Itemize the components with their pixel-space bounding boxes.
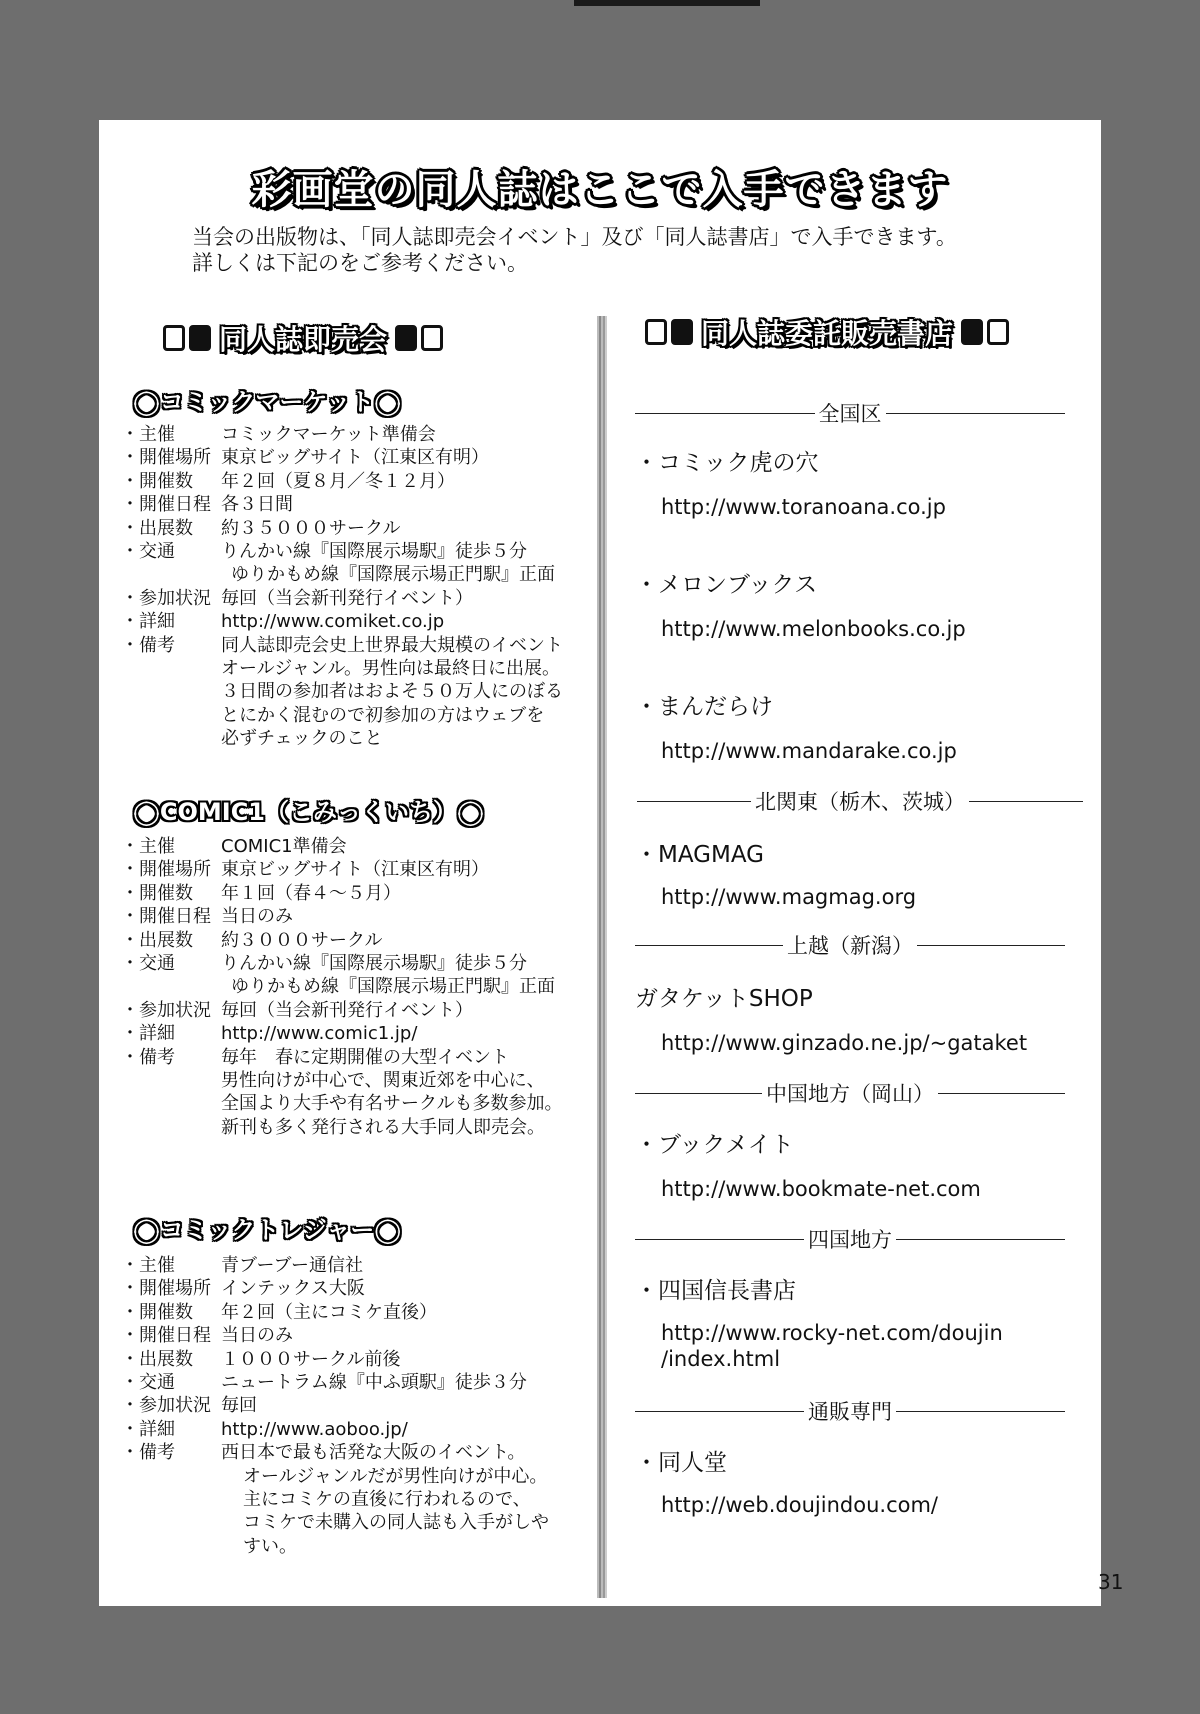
- intro-text: [192, 224, 957, 276]
- detail-row: ・ 詳細 http://www.aoboo.jp/: [121, 1418, 549, 1441]
- detail-row: 全国より大手や有名サークルも多数参加。: [221, 1093, 563, 1115]
- region-divider: [635, 930, 1065, 960]
- region-label: 上越（新潟）: [787, 934, 913, 958]
- region-label: 北関東（栃木、茨城）: [755, 790, 965, 814]
- detail-row: ・ 開催日程 当日のみ: [121, 1324, 549, 1347]
- detail-row: ・ 交通 りんかい線『国際展示場駅』徒歩５分: [121, 952, 562, 975]
- shop-url[interactable]: http://www.toranoana.co.jp: [661, 495, 946, 519]
- event-details-comiket: [121, 423, 563, 751]
- detail-row: ・ 開催日程 当日のみ: [121, 905, 562, 928]
- square-open-icon: [421, 325, 443, 351]
- detail-row: ・ 交通 りんかい線『国際展示場駅』徒歩５分: [121, 540, 563, 563]
- detail-row: ・ 備考 同人誌即売会史上世界最大規模のイベント: [121, 634, 563, 657]
- detail-row: ゆりかもめ線『国際展示場正門駅』正面: [231, 564, 555, 586]
- detail-row: ・ 詳細 http://www.comiket.co.jp: [121, 610, 563, 633]
- document-page: [99, 120, 1101, 1606]
- shop-url[interactable]: http://www.magmag.org: [661, 885, 917, 909]
- detail-row: ・ 開催数 年２回（主にコミケ直後）: [121, 1301, 549, 1324]
- shop-name: ・ブックメイト: [635, 1132, 794, 1158]
- square-filled-icon: [189, 325, 211, 351]
- page-title: 彩画堂の同人誌はここで入手できます: [251, 167, 949, 213]
- region-label: 通販専門: [808, 1400, 892, 1424]
- detail-row: 必ずチェックのこと: [221, 728, 383, 750]
- shop-name: ガタケットSHOP: [635, 986, 813, 1012]
- region-label: 中国地方（岡山）: [766, 1082, 934, 1106]
- comic1-url: http://www.comic1.jp/: [221, 1023, 418, 1045]
- detail-row: オールジャンルだが男性向けが中心。: [243, 1465, 548, 1487]
- detail-row: 主にコミケの直後に行われるので、: [243, 1489, 531, 1511]
- shop-url-line: /index.html: [661, 1347, 781, 1371]
- square-filled-icon: [395, 325, 417, 351]
- intro-line: 当会の出版物は、「同人誌即売会イベント」及び「同人誌書店」で入手できます。: [192, 225, 957, 249]
- square-open-icon: [987, 319, 1009, 345]
- comiket-url: http://www.comiket.co.jp: [221, 611, 445, 633]
- detail-row: ・ 参加状況 毎回: [121, 1394, 549, 1417]
- shop-name: ・同人堂: [635, 1450, 727, 1476]
- detail-row: ・ 開催場所 東京ビッグサイト（江東区有明）: [121, 446, 563, 469]
- detail-row: ・ 開催場所 東京ビッグサイト（江東区有明）: [121, 858, 562, 881]
- region-divider: [635, 1396, 1065, 1426]
- detail-row: ・ 出展数 １０００サークル前後: [121, 1348, 549, 1371]
- detail-row: ・ 開催日程 各３日間: [121, 493, 563, 516]
- region-label: 全国区: [818, 402, 882, 426]
- top-edge-mark: [574, 0, 760, 6]
- shop-url[interactable]: http://www.ginzado.ne.jp/~gataket: [661, 1031, 1028, 1055]
- region-divider: [635, 398, 1065, 428]
- event-details-comic1: [121, 835, 562, 1139]
- square-open-icon: [163, 325, 185, 351]
- detail-row: ・ 備考 毎年 春に定期開催の大型イベント: [121, 1046, 562, 1069]
- square-filled-icon: [961, 319, 983, 345]
- detail-row: ・ 開催数 年２回（夏８月／冬１２月）: [121, 470, 563, 493]
- shop-url[interactable]: http://www.melonbooks.co.jp: [661, 617, 966, 641]
- event-title-comic1: ◯COMIC1（こみっくいち）◯: [133, 798, 484, 826]
- region-divider: [637, 786, 1083, 816]
- event-title-comiket: ◯コミックマーケット◯: [133, 388, 402, 416]
- shop-url[interactable]: http://www.bookmate-net.com: [661, 1177, 981, 1201]
- detail-row: ・ 開催場所 インテックス大阪: [121, 1277, 549, 1300]
- shop-name: ・メロンブックス: [635, 572, 818, 598]
- shop-url-line: http://www.rocky-net.com/doujin: [661, 1321, 1003, 1345]
- detail-row: オールジャンル。男性向は最終日に出展。: [221, 658, 560, 680]
- right-section-header: [643, 312, 1011, 352]
- region-divider: [635, 1224, 1065, 1254]
- detail-row: 新刊も多く発行される大手同人即売会。: [221, 1116, 545, 1138]
- detail-row: すい。: [243, 1535, 297, 1557]
- shop-name: ・MAGMAG: [635, 842, 764, 868]
- right-section-header-label: 同人誌委託販売書店: [701, 317, 954, 350]
- detail-row: ・ 主催 青ブーブー通信社: [121, 1254, 549, 1277]
- region-divider: [635, 1078, 1065, 1108]
- region-label: 四国地方: [808, 1228, 892, 1252]
- shop-name: ・四国信長書店: [635, 1278, 796, 1304]
- aoboo-url: http://www.aoboo.jp/: [221, 1418, 408, 1440]
- square-open-icon: [645, 319, 667, 345]
- detail-row: ・ 交通 ニュートラム線『中ふ頭駅』徒歩３分: [121, 1371, 549, 1394]
- detail-row: ・ 主催 コミックマーケット準備会: [121, 423, 563, 446]
- detail-row: ・ 開催数 年１回（春４～５月）: [121, 882, 562, 905]
- shop-name: ・まんだらけ: [635, 694, 773, 720]
- event-details-comic-treasure: [121, 1254, 549, 1558]
- shop-url[interactable]: http://web.doujindou.com/: [661, 1493, 938, 1517]
- shop-url[interactable]: http://www.mandarake.co.jp: [661, 739, 957, 763]
- shop-url[interactable]: [661, 1320, 1003, 1372]
- event-title-comic-treasure: ◯コミックトレジャー◯: [133, 1216, 402, 1244]
- column-divider: [597, 316, 607, 1598]
- intro-line: 詳しくは下記のをご参考ください。: [192, 251, 528, 275]
- left-section-header: [161, 318, 445, 358]
- detail-row: ・ 備考 西日本で最も活発な大阪のイベント。: [121, 1441, 549, 1464]
- page-number: 31: [1098, 1570, 1124, 1594]
- square-filled-icon: [671, 319, 693, 345]
- detail-row: ゆりかもめ線『国際展示場正門駅』正面: [231, 976, 555, 998]
- detail-row: ・ 参加状況 毎回（当会新刊発行イベント）: [121, 587, 563, 610]
- detail-row: ・ 出展数 約３５０００サークル: [121, 517, 563, 540]
- detail-row: ・ 参加状況 毎回（当会新刊発行イベント）: [121, 999, 562, 1022]
- detail-row: ３日間の参加者はおよそ５０万人にのぼる: [221, 681, 563, 703]
- detail-row: ・ 詳細 http://www.comic1.jp/: [121, 1022, 562, 1045]
- detail-row: とにかく混むので初参加の方はウェブを: [221, 704, 545, 726]
- detail-row: コミケで未購入の同人誌も入手がしや: [243, 1512, 549, 1534]
- detail-row: ・ 出展数 約３０００サークル: [121, 929, 562, 952]
- shop-name: ・コミック虎の穴: [635, 450, 819, 476]
- left-section-header-label: 同人誌即売会: [219, 323, 388, 356]
- detail-row: ・ 主催 COMIC1準備会: [121, 835, 562, 858]
- detail-row: 男性向けが中心で、関東近郊を中心に、: [221, 1070, 545, 1092]
